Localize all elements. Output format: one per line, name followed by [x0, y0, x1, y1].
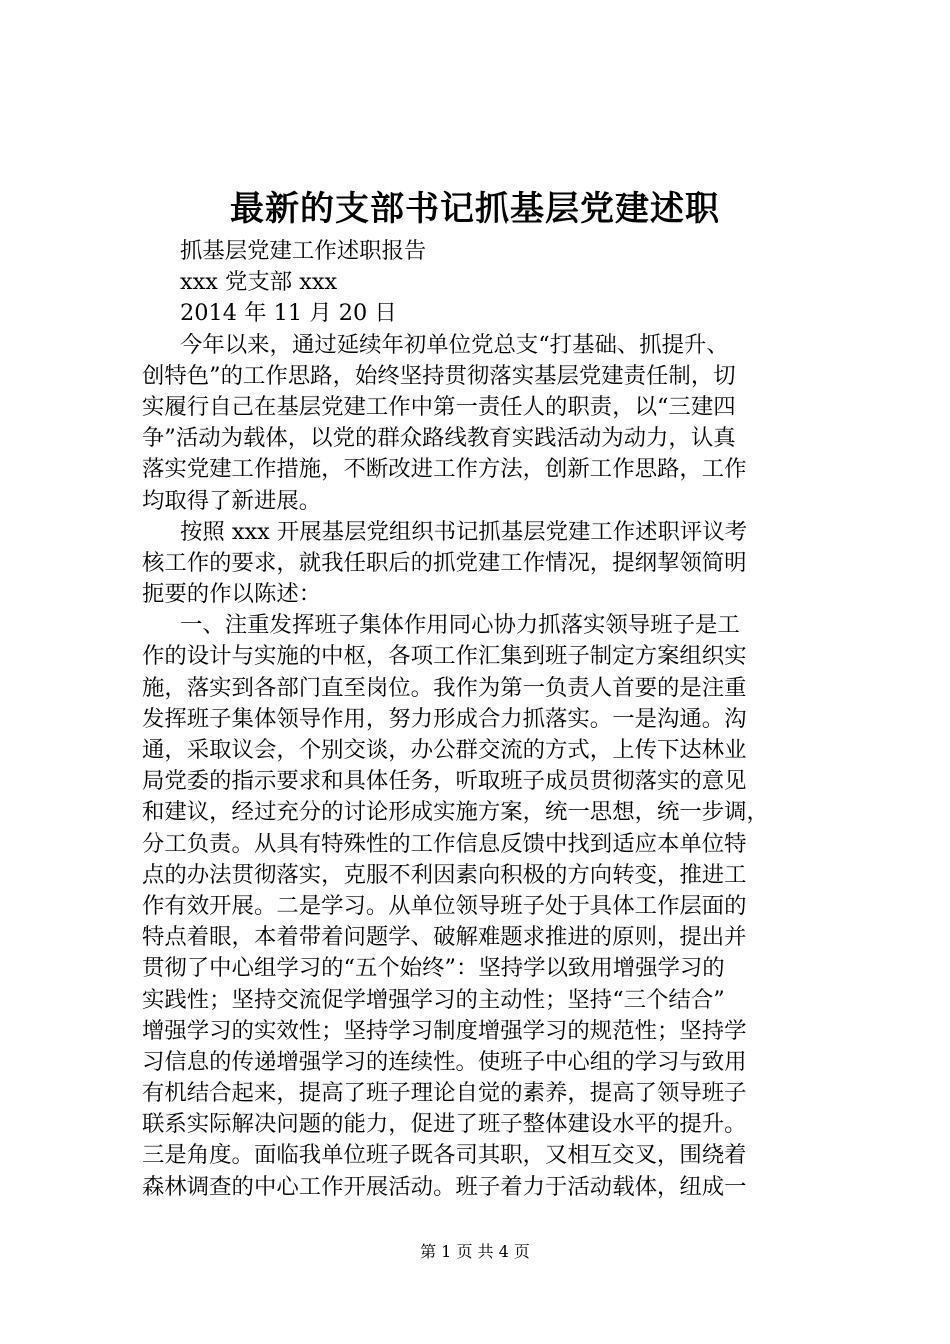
paragraph-line: 今年以来，通过延续年初单位党总支“打基础、抓提升、 — [180, 331, 729, 358]
paragraph-line: 落实党建工作措施，不断改进工作方法，创新工作思路，工作 — [142, 456, 747, 483]
paragraph-line: 增强学习的实效性；坚持学习制度增强学习的规范性；坚持学 — [142, 1017, 747, 1044]
paragraph-line: 特点着眼，本着带着问题学、破解难题求推进的原则，提出并 — [142, 924, 747, 951]
paragraph-line: 点的办法贯彻落实，克服不利因素向积极的方向转变，推进工 — [142, 861, 747, 888]
paragraph-line: 争”活动为载体，以党的群众路线教育实践活动为动力，认真 — [142, 425, 736, 452]
subtitle-line: 抓基层党建工作述职报告 — [180, 238, 427, 264]
page-footer: 第 1 页 共 4 页 — [420, 1242, 530, 1261]
paragraph-line: 作的设计与实施的中枢，各项工作汇集到班子制定方案组织实 — [142, 643, 747, 670]
paragraph-line: 按照 xxx 开展基层党组织书记抓基层党建工作述职评议考 — [180, 518, 748, 545]
paragraph-line: 创特色”的工作思路，始终坚持贯彻落实基层党建责任制，切 — [142, 362, 736, 389]
paragraph-line: 均取得了新进展。 — [142, 487, 322, 514]
paragraph-line: 森林调查的中心工作开展活动。班子着力于活动载体，纽成一 — [142, 1173, 747, 1200]
paragraph-line: 局党委的指示要求和具体任务，听取班子成员贯彻落实的意见 — [142, 768, 747, 795]
paragraph-line: 通，采取议会，个别交谈，办公群交流的方式，上传下达林业 — [142, 737, 747, 763]
paragraph-line: 实践性；坚持交流促学增强学习的主动性；坚持“三个结合” — [142, 986, 725, 1013]
document-title: 最新的支部书记抓基层党建述职 — [230, 189, 720, 229]
paragraph-line: 实履行自己在基层党建工作中第一责任人的职责，以“三建四 — [142, 393, 736, 420]
paragraph-line: 三是角度。面临我单位班子既各司其职，又相互交叉，围绕着 — [142, 1142, 747, 1169]
paragraph-line: 一、注重发挥班子集体作用同心协力抓落实领导班子是工 — [180, 612, 740, 639]
paragraph-line: 扼要的作以陈述： — [142, 581, 322, 608]
paragraph-line: 核工作的要求，就我任职后的抓党建工作情况，提纲挈领简明 — [142, 549, 747, 576]
paragraph-line: 施，落实到各部门直至岗位。我作为第一负责人首要的是注重 — [142, 674, 747, 701]
author-line: xxx 党支部 xxx — [180, 269, 338, 296]
date-line: 2014 年 11 月 20 日 — [180, 300, 397, 327]
paragraph-line: 发挥班子集体领导作用，努力形成合力抓落实。一是沟通。沟 — [142, 705, 747, 732]
paragraph-line: 和建议，经过充分的讨论形成实施方案，统一思想，统一步调， — [142, 799, 769, 826]
paragraph-line: 分工负责。从具有特殊性的工作信息反馈中找到适应本单位特 — [142, 830, 747, 857]
paragraph-line: 贯彻了中心组学习的“五个始终”：坚持学以致用增强学习的 — [142, 955, 725, 982]
paragraph-line: 习信息的传递增强学习的连续性。使班子中心组的学习与致用 — [142, 1048, 747, 1075]
paragraph-line: 有机结合起来，提高了班子理论自觉的素养，提高了领导班子 — [142, 1080, 747, 1107]
paragraph-line: 作有效开展。二是学习。从单位领导班子处于具体工作层面的 — [142, 892, 747, 919]
document-body — [142, 236, 832, 1203]
paragraph-line: 联系实际解决问题的能力，促进了班子整体建设水平的提升。 — [142, 1111, 747, 1138]
